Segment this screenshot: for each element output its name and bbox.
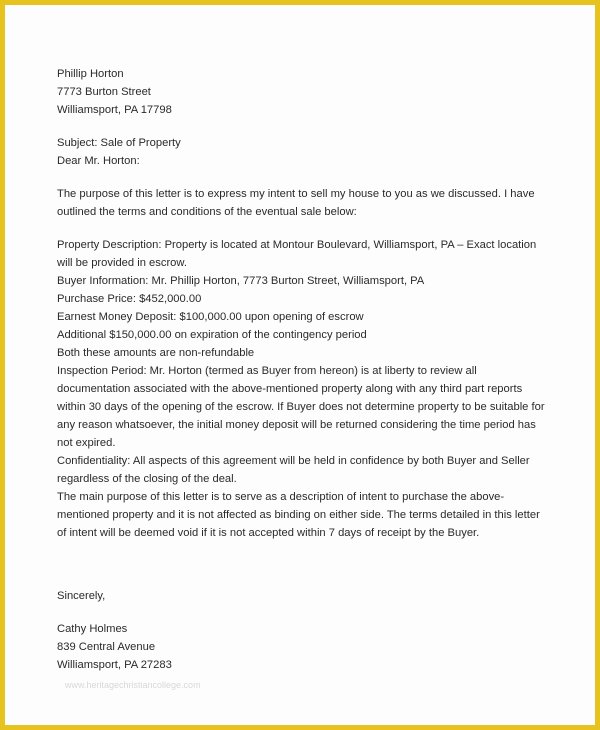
buyer-information: Buyer Information: Mr. Phillip Horton, 7773 Burton Street, Williamsport, PA [57, 275, 425, 287]
watermark: www.heritagechristiancollege.com [65, 680, 201, 690]
earnest-money-deposit: Earnest Money Deposit: $100,000.00 upon opening of escrow [57, 311, 364, 323]
subject-line: Subject: Sale of Property [57, 137, 181, 149]
purchase-price: Purchase Price: $452,000.00 [57, 293, 202, 305]
main-purpose: The main purpose of this letter is to serve as a description of intent to purchase the above-mentioned property and it is not affected as binding on either side. The terms detailed in this letter of intent will be deemed void if it is not accepted within 7 days of receipt by the Buyer. [57, 491, 540, 539]
recipient-street: 7773 Burton Street [57, 86, 151, 98]
intro-paragraph: The purpose of this letter is to express my intent to sell my house to you as we discussed. I have outlined the terms and conditions of the eventual sale below: [57, 188, 535, 218]
additional-deposit: Additional $150,000.00 on expiration of the contingency period [57, 329, 367, 341]
sender-street: 839 Central Avenue [57, 641, 156, 653]
inspection-period: Inspection Period: Mr. Horton (termed as Buyer from hereon) is at liberty to review all documentation associated with the above-mentioned property along with any third part reports within 30 days of the opening of the escrow. If Buyer does not determine property to be suitable for any reason whatsoever, the initial money deposit will be returned considering the time period has not expired. [57, 365, 545, 449]
sender-city: Williamsport, PA 27283 [57, 659, 172, 671]
salutation: Dear Mr. Horton: [57, 155, 140, 167]
letter-page [5, 5, 595, 725]
property-description: Property Description: Property is located at Montour Boulevard, Williamsport, PA – Exact location will be provided in escrow. [57, 239, 537, 269]
terms-section [57, 236, 547, 542]
letter-body [57, 65, 547, 674]
sender-name: Cathy Holmes [57, 623, 128, 635]
sender-address-block [57, 620, 547, 674]
closing: Sincerely, [57, 590, 106, 602]
recipient-name: Phillip Horton [57, 68, 124, 80]
non-refundable-note: Both these amounts are non-refundable [57, 347, 255, 359]
recipient-address-block [57, 65, 547, 119]
confidentiality: Confidentiality: All aspects of this agreement will be held in confidence by both Buyer and Seller regardless of the closing of the deal. [57, 455, 530, 485]
recipient-city: Williamsport, PA 17798 [57, 104, 172, 116]
